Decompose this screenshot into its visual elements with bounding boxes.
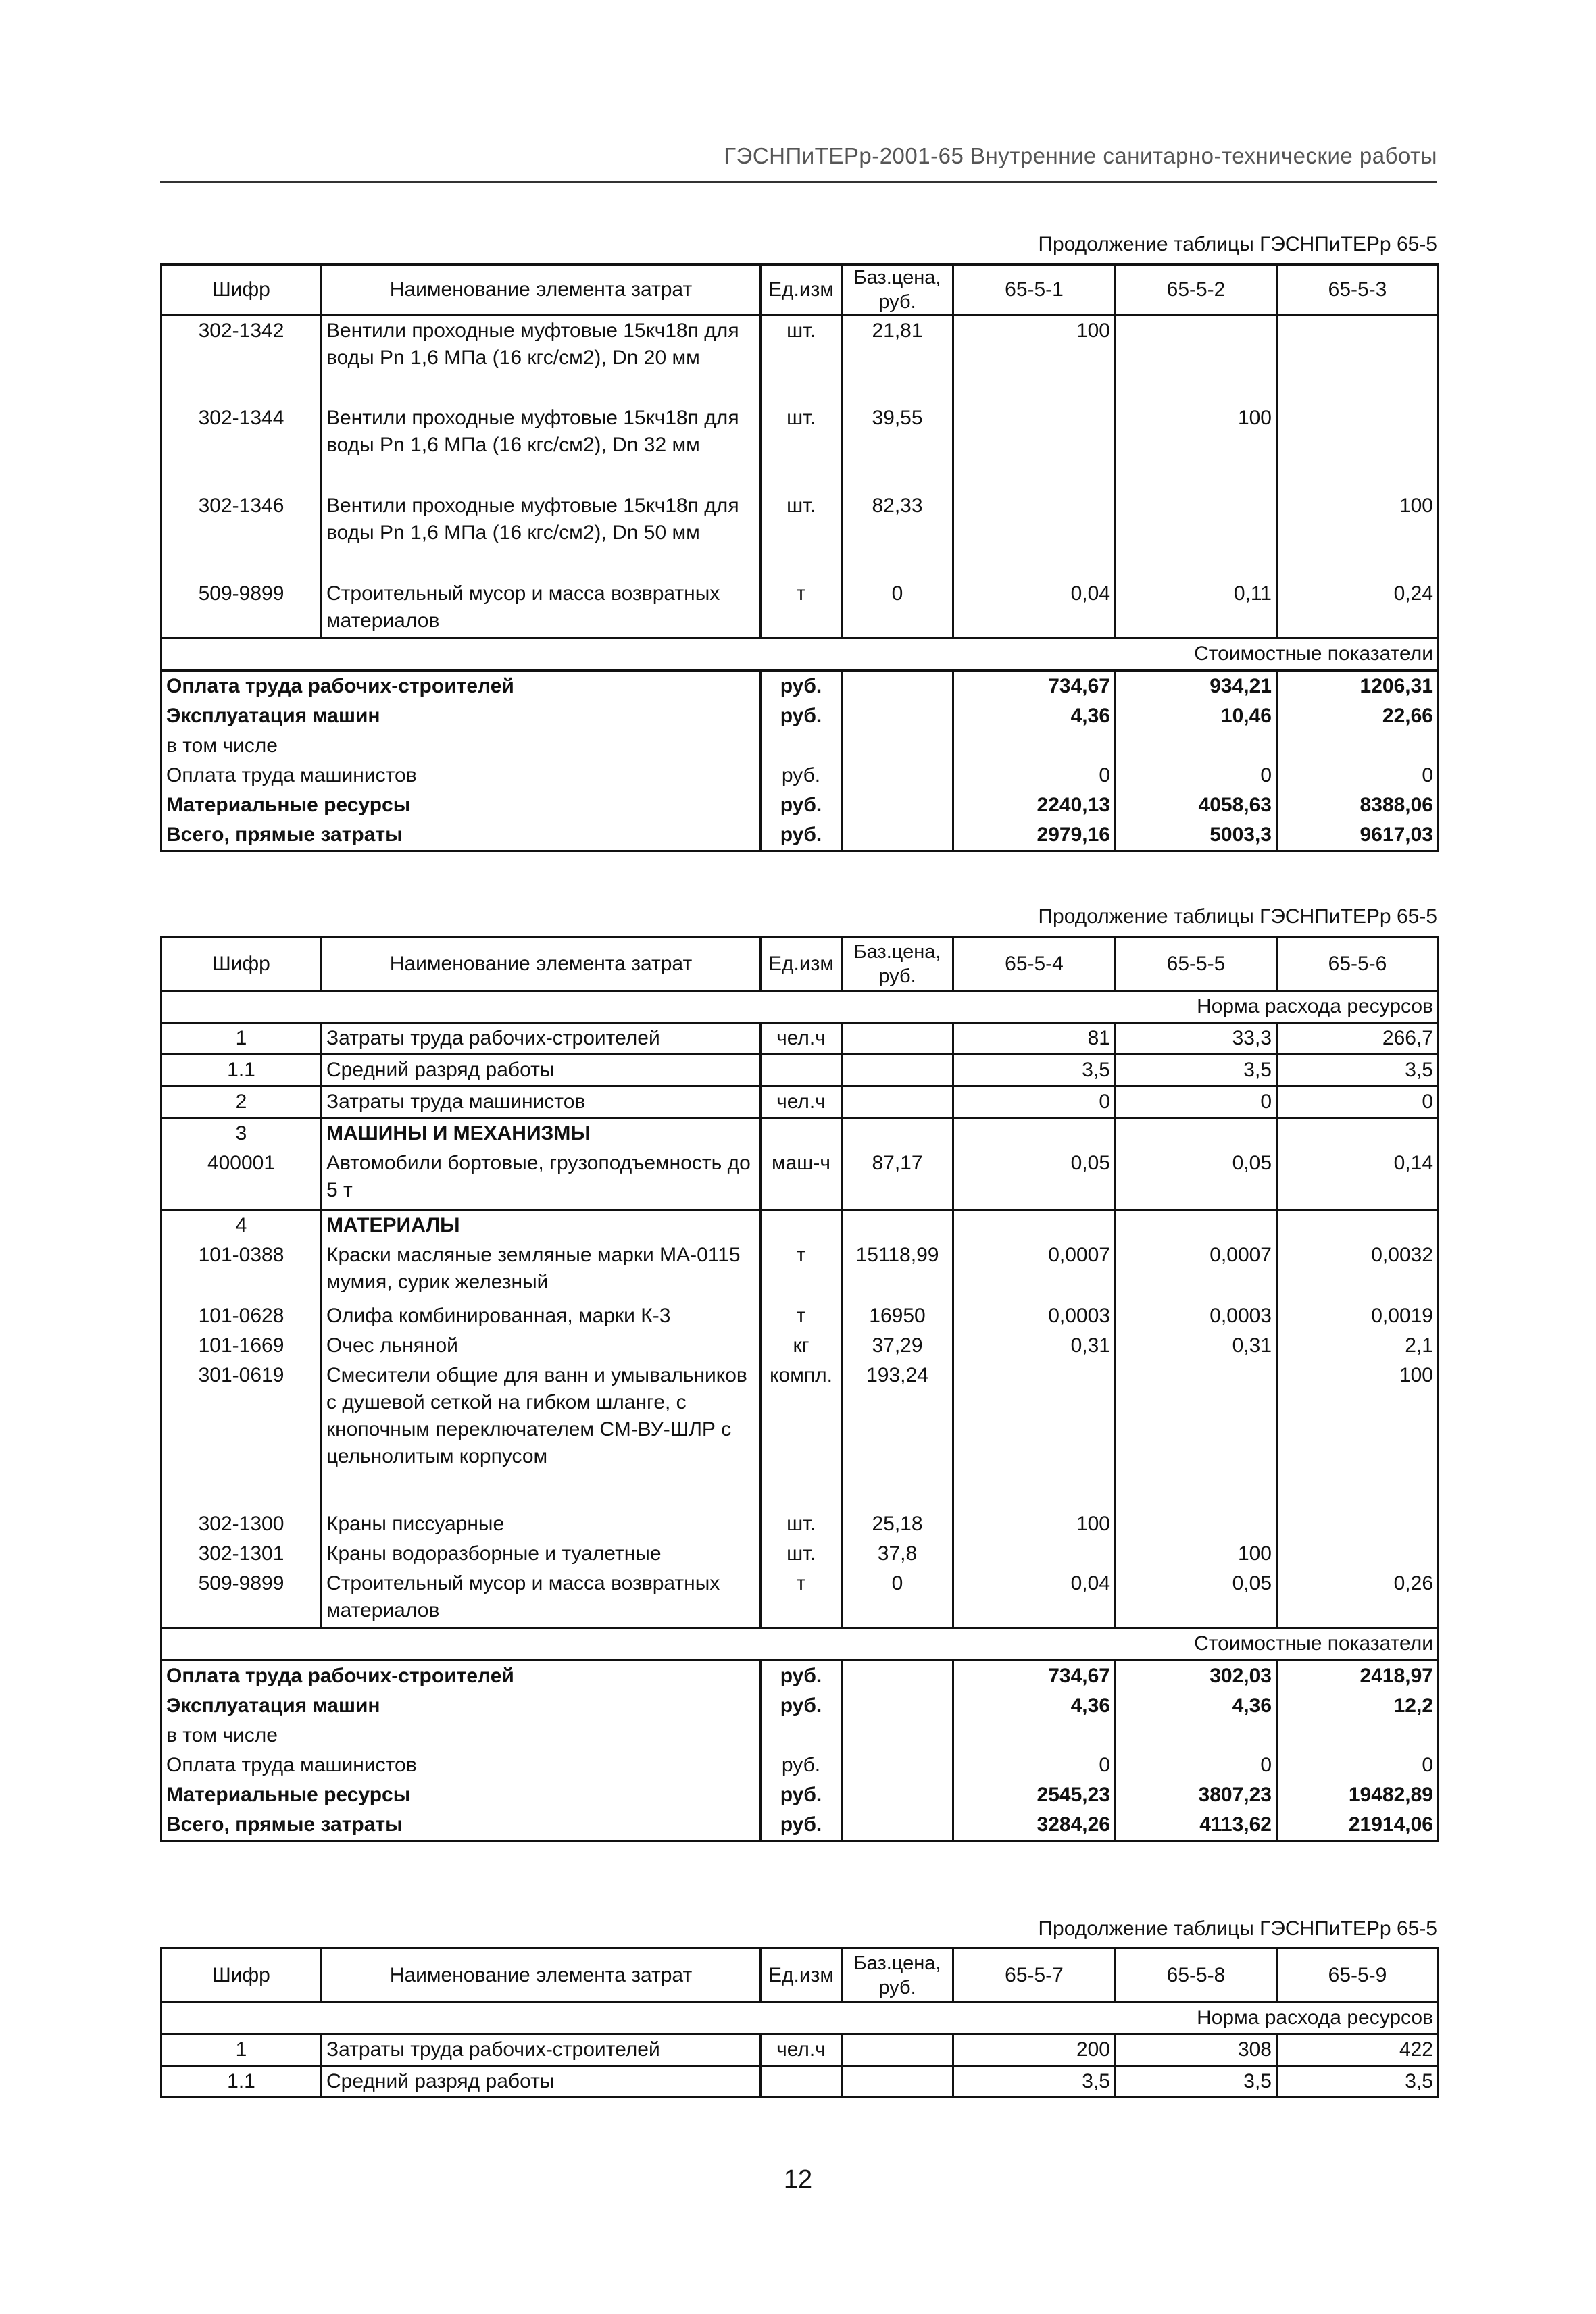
- cell-value-2: 0,0003: [1116, 1301, 1277, 1331]
- cell-unit: шт.: [761, 316, 842, 403]
- total-unit: руб.: [761, 670, 842, 701]
- cell-unit: чел.ч: [761, 1023, 842, 1055]
- cell-code: 4: [161, 1209, 322, 1240]
- cell-price: 82,33: [842, 491, 953, 579]
- total-value-2: 0: [1116, 1751, 1277, 1780]
- col-header-unit: Ед.изм: [761, 937, 842, 991]
- cell-value-2: 0: [1116, 1086, 1277, 1118]
- col-header-code: Шифр: [161, 1948, 322, 2003]
- cell-name: Краны водоразборные и туалетные: [322, 1539, 761, 1569]
- cell-value-1: 0,31: [953, 1331, 1116, 1361]
- cell-name: Затраты труда рабочих-строителей: [322, 1023, 761, 1055]
- cell-value-3: 0,0019: [1277, 1301, 1439, 1331]
- table-row: [161, 1539, 1439, 1569]
- total-value-3: 8388,06: [1277, 790, 1439, 820]
- total-value-1: 2979,16: [953, 820, 1116, 851]
- cell-name: Затраты труда машинистов: [322, 1086, 761, 1118]
- cell-name: Затраты труда рабочих-строителей: [322, 2034, 761, 2066]
- norms-table-3: [160, 1947, 1439, 2098]
- total-value-3: 1206,31: [1277, 670, 1439, 701]
- table-header-row: [161, 1948, 1439, 2003]
- cell-value-3: 0,14: [1277, 1149, 1439, 1209]
- col-header-code: Шифр: [161, 265, 322, 316]
- table-row: [161, 1023, 1439, 1055]
- total-row: [161, 670, 1439, 701]
- empty-cell: [842, 731, 953, 761]
- total-label: в том числе: [161, 731, 761, 761]
- total-label: Всего, прямые затраты: [161, 1810, 761, 1841]
- table-row: [161, 316, 1439, 403]
- empty-cell: [953, 1209, 1116, 1240]
- norms-table-1: [160, 263, 1439, 852]
- table-row: [161, 2034, 1439, 2066]
- total-label: Оплата труда машинистов: [161, 761, 761, 790]
- cell-value-3: 0,26: [1277, 1569, 1439, 1628]
- total-value-1: 734,67: [953, 670, 1116, 701]
- total-value-1: 4,36: [953, 701, 1116, 731]
- cell-price: 37,8: [842, 1539, 953, 1569]
- total-value-1: [953, 731, 1116, 761]
- cell-price: 0: [842, 1569, 953, 1628]
- total-unit: руб.: [761, 761, 842, 790]
- cell-value-1: 200: [953, 2034, 1116, 2066]
- norm-band-label: Норма расхода ресурсов: [161, 2003, 1439, 2034]
- cell-value-3: 266,7: [1277, 1023, 1439, 1055]
- total-row: [161, 790, 1439, 820]
- cell-name: Очес льняной: [322, 1331, 761, 1361]
- cell-value-3: 0,24: [1277, 579, 1439, 638]
- document-header: ГЭСНПиТЕРр-2001-65 Внутренние санитарно-технические работы: [724, 143, 1437, 168]
- total-value-3: 19482,89: [1277, 1780, 1439, 1810]
- cell-value-3: 100: [1277, 1361, 1439, 1509]
- continuation-label: Продолжение таблицы ГЭСНПиТЕРр 65-5: [1038, 233, 1437, 255]
- cell-code: 302-1301: [161, 1539, 322, 1569]
- cell-value-1: [953, 403, 1116, 491]
- cell-unit: [761, 1055, 842, 1086]
- cell-name: МАШИНЫ И МЕХАНИЗМЫ: [322, 1118, 761, 1149]
- empty-cell: [842, 1118, 953, 1149]
- table-row: [161, 1361, 1439, 1509]
- cell-unit: т: [761, 1240, 842, 1301]
- cell-price: [842, 2034, 953, 2066]
- total-value-3: 2418,97: [1277, 1660, 1439, 1691]
- empty-cell: [842, 701, 953, 731]
- cell-price: 37,29: [842, 1331, 953, 1361]
- cell-name: МАТЕРИАЛЫ: [322, 1209, 761, 1240]
- col-header-unit: Ед.изм: [761, 265, 842, 316]
- total-value-2: [1116, 1721, 1277, 1751]
- table-row: [161, 1055, 1439, 1086]
- cell-code: 1: [161, 2034, 322, 2066]
- cell-value-1: 81: [953, 1023, 1116, 1055]
- total-value-2: [1116, 731, 1277, 761]
- cell-code: 509-9899: [161, 1569, 322, 1628]
- cell-value-3: [1277, 1539, 1439, 1569]
- cell-unit: шт.: [761, 403, 842, 491]
- total-unit: руб.: [761, 1691, 842, 1721]
- total-value-2: 4,36: [1116, 1691, 1277, 1721]
- empty-cell: [842, 1780, 953, 1810]
- total-label: Всего, прямые затраты: [161, 820, 761, 851]
- cell-value-1: 0,0003: [953, 1301, 1116, 1331]
- empty-cell: [761, 1209, 842, 1240]
- cell-value-2: 0,05: [1116, 1569, 1277, 1628]
- total-row: [161, 820, 1439, 851]
- cell-unit: т: [761, 579, 842, 638]
- total-label: Материальные ресурсы: [161, 790, 761, 820]
- cell-value-2: 100: [1116, 403, 1277, 491]
- cell-name: Строительный мусор и масса возвратных материалов: [322, 1569, 761, 1628]
- norm-band-label: Норма расхода ресурсов: [161, 991, 1439, 1023]
- col-header-norm-1: 65-5-1: [953, 265, 1116, 316]
- total-value-1: 734,67: [953, 1660, 1116, 1691]
- cell-value-1: [953, 1361, 1116, 1509]
- empty-cell: [1116, 1209, 1277, 1240]
- total-row: [161, 1780, 1439, 1810]
- total-value-1: 3284,26: [953, 1810, 1116, 1841]
- cell-price: 16950: [842, 1301, 953, 1331]
- cell-code: 302-1342: [161, 316, 322, 403]
- total-value-1: 0: [953, 1751, 1116, 1780]
- section-row: [161, 1118, 1439, 1149]
- cell-value-1: 0,04: [953, 1569, 1116, 1628]
- cell-code: 2: [161, 1086, 322, 1118]
- cell-unit: чел.ч: [761, 1086, 842, 1118]
- cell-value-1: 0,0007: [953, 1240, 1116, 1301]
- cell-price: 39,55: [842, 403, 953, 491]
- cell-value-2: [1116, 316, 1277, 403]
- cell-code: 1: [161, 1023, 322, 1055]
- table-row: [161, 1149, 1439, 1209]
- empty-cell: [842, 1721, 953, 1751]
- cell-name: Средний разряд работы: [322, 1055, 761, 1086]
- cell-price: [842, 1055, 953, 1086]
- total-value-3: 0: [1277, 761, 1439, 790]
- empty-cell: [1277, 1118, 1439, 1149]
- cell-price: 0: [842, 579, 953, 638]
- cost-band-row: [161, 1628, 1439, 1661]
- continuation-label: Продолжение таблицы ГЭСНПиТЕРр 65-5: [1038, 905, 1437, 928]
- cell-value-3: 2,1: [1277, 1331, 1439, 1361]
- col-header-unit: Ед.изм: [761, 1948, 842, 2003]
- cell-value-3: [1277, 403, 1439, 491]
- total-value-3: [1277, 731, 1439, 761]
- cell-name: Вентили проходные муфтовые 15кч18п для воды Рn 1,6 МПа (16 кгс/см2), Dn 50 мм: [322, 491, 761, 579]
- cell-value-1: 0,05: [953, 1149, 1116, 1209]
- cell-name: Средний разряд работы: [322, 2066, 761, 2098]
- cell-code: 302-1346: [161, 491, 322, 579]
- cell-price: [842, 1023, 953, 1055]
- total-value-1: 2545,23: [953, 1780, 1116, 1810]
- total-value-2: 302,03: [1116, 1660, 1277, 1691]
- total-value-3: 9617,03: [1277, 820, 1439, 851]
- table-row: [161, 2066, 1439, 2098]
- cell-value-3: [1277, 316, 1439, 403]
- col-header-norm-1: 65-5-4: [953, 937, 1116, 991]
- empty-cell: [842, 1810, 953, 1841]
- continuation-label: Продолжение таблицы ГЭСНПиТЕРр 65-5: [1038, 1917, 1437, 1940]
- total-value-3: [1277, 1721, 1439, 1751]
- cell-code: 101-1669: [161, 1331, 322, 1361]
- cell-name: Автомобили бортовые, грузоподъемность до 5 т: [322, 1149, 761, 1209]
- empty-cell: [842, 820, 953, 851]
- col-header-code: Шифр: [161, 937, 322, 991]
- total-label: Эксплуатация машин: [161, 701, 761, 731]
- norms-table-2: [160, 936, 1439, 1842]
- cell-value-3: 100: [1277, 491, 1439, 579]
- cell-value-1: [953, 491, 1116, 579]
- total-unit: [761, 1721, 842, 1751]
- cell-code: 1.1: [161, 1055, 322, 1086]
- col-header-base-price: Баз.цена, руб.: [842, 1948, 953, 2003]
- total-value-3: 12,2: [1277, 1691, 1439, 1721]
- cell-name: Краны писсуарные: [322, 1509, 761, 1539]
- col-header-norm-3: 65-5-9: [1277, 1948, 1439, 2003]
- total-value-2: 10,46: [1116, 701, 1277, 731]
- col-header-norm-2: 65-5-2: [1116, 265, 1277, 316]
- total-value-1: [953, 1721, 1116, 1751]
- norm-band-row: [161, 991, 1439, 1023]
- cell-unit: т: [761, 1569, 842, 1628]
- cell-value-2: 3,5: [1116, 1055, 1277, 1086]
- cell-value-3: 0,0032: [1277, 1240, 1439, 1301]
- col-header-norm-3: 65-5-6: [1277, 937, 1439, 991]
- table-row: [161, 1331, 1439, 1361]
- cell-value-1: [953, 1539, 1116, 1569]
- total-label: Материальные ресурсы: [161, 1780, 761, 1810]
- col-header-name: Наименование элемента затрат: [322, 265, 761, 316]
- cell-unit: [761, 2066, 842, 2098]
- table-row: [161, 403, 1439, 491]
- cell-name: Олифа комбинированная, марки К-3: [322, 1301, 761, 1331]
- cell-value-3: 0: [1277, 1086, 1439, 1118]
- cell-unit: чел.ч: [761, 2034, 842, 2066]
- total-unit: руб.: [761, 1810, 842, 1841]
- table-row: [161, 1240, 1439, 1301]
- col-header-name: Наименование элемента затрат: [322, 937, 761, 991]
- cell-unit: т: [761, 1301, 842, 1331]
- total-value-3: 22,66: [1277, 701, 1439, 731]
- total-value-1: 0: [953, 761, 1116, 790]
- cell-unit: шт.: [761, 1509, 842, 1539]
- cell-value-1: 3,5: [953, 2066, 1116, 2098]
- empty-cell: [842, 1751, 953, 1780]
- table-row: [161, 1086, 1439, 1118]
- empty-cell: [1116, 1118, 1277, 1149]
- cell-value-3: 3,5: [1277, 2066, 1439, 2098]
- cell-code: 302-1300: [161, 1509, 322, 1539]
- cell-unit: шт.: [761, 491, 842, 579]
- total-row: [161, 1810, 1439, 1841]
- cell-unit: компл.: [761, 1361, 842, 1509]
- cell-name: Вентили проходные муфтовые 15кч18п для воды Рn 1,6 МПа (16 кгс/см2), Dn 20 мм: [322, 316, 761, 403]
- cell-value-2: [1116, 1509, 1277, 1539]
- cell-value-2: 0,11: [1116, 579, 1277, 638]
- cell-value-1: 0: [953, 1086, 1116, 1118]
- cell-price: 21,81: [842, 316, 953, 403]
- total-label: Оплата труда машинистов: [161, 1751, 761, 1780]
- total-value-2: 5003,3: [1116, 820, 1277, 851]
- total-value-3: 21914,06: [1277, 1810, 1439, 1841]
- cell-code: 400001: [161, 1149, 322, 1209]
- cell-value-1: 3,5: [953, 1055, 1116, 1086]
- total-unit: руб.: [761, 820, 842, 851]
- cell-name: Краски масляные земляные марки МА-0115 мумия, сурик железный: [322, 1240, 761, 1301]
- total-value-1: 2240,13: [953, 790, 1116, 820]
- cell-code: 101-0388: [161, 1240, 322, 1301]
- cell-code: 302-1344: [161, 403, 322, 491]
- col-header-norm-2: 65-5-5: [1116, 937, 1277, 991]
- table-row: [161, 579, 1439, 638]
- total-value-2: 0: [1116, 761, 1277, 790]
- table-row: [161, 491, 1439, 579]
- total-row: [161, 731, 1439, 761]
- col-header-base-price: Баз.цена, руб.: [842, 937, 953, 991]
- total-value-3: 0: [1277, 1751, 1439, 1780]
- section-row: [161, 1209, 1439, 1240]
- total-value-2: 4113,62: [1116, 1810, 1277, 1841]
- cell-unit: кг: [761, 1331, 842, 1361]
- total-unit: руб.: [761, 790, 842, 820]
- total-unit: руб.: [761, 1751, 842, 1780]
- total-value-2: 4058,63: [1116, 790, 1277, 820]
- empty-cell: [1277, 1209, 1439, 1240]
- empty-cell: [842, 1691, 953, 1721]
- cell-value-2: 100: [1116, 1539, 1277, 1569]
- cell-value-3: [1277, 1509, 1439, 1539]
- total-unit: руб.: [761, 1660, 842, 1691]
- cell-code: 101-0628: [161, 1301, 322, 1331]
- cell-value-1: 100: [953, 316, 1116, 403]
- total-label: Эксплуатация машин: [161, 1691, 761, 1721]
- cell-value-2: 0,0007: [1116, 1240, 1277, 1301]
- empty-cell: [842, 761, 953, 790]
- total-unit: [761, 731, 842, 761]
- cell-name: Вентили проходные муфтовые 15кч18п для воды Рn 1,6 МПа (16 кгс/см2), Dn 32 мм: [322, 403, 761, 491]
- cell-price: [842, 1086, 953, 1118]
- cell-name: Смесители общие для ванн и умывальников с душевой сеткой на гибком шланге, с кнопочным переключателем СМ-ВУ-ШЛР с цельнолитым корпусом: [322, 1361, 761, 1509]
- cell-value-1: 100: [953, 1509, 1116, 1539]
- empty-cell: [842, 790, 953, 820]
- norm-band-row: [161, 2003, 1439, 2034]
- table-row: [161, 1569, 1439, 1628]
- cell-value-2: 33,3: [1116, 1023, 1277, 1055]
- cell-code: 509-9899: [161, 579, 322, 638]
- total-unit: руб.: [761, 1780, 842, 1810]
- total-row: [161, 1721, 1439, 1751]
- cell-value-2: 3,5: [1116, 2066, 1277, 2098]
- cell-code: 301-0619: [161, 1361, 322, 1509]
- cell-unit: шт.: [761, 1539, 842, 1569]
- cell-name: Строительный мусор и масса возвратных материалов: [322, 579, 761, 638]
- cost-band-label: Стоимостные показатели: [161, 638, 1439, 671]
- cell-code: 1.1: [161, 2066, 322, 2098]
- page-number: 12: [783, 2165, 813, 2194]
- total-label: в том числе: [161, 1721, 761, 1751]
- total-row: [161, 1660, 1439, 1691]
- cell-value-2: [1116, 491, 1277, 579]
- table-header-row: [161, 265, 1439, 316]
- cell-price: 193,24: [842, 1361, 953, 1509]
- empty-cell: [953, 1118, 1116, 1149]
- total-row: [161, 701, 1439, 731]
- cell-price: [842, 2066, 953, 2098]
- total-row: [161, 1691, 1439, 1721]
- table-row: [161, 1509, 1439, 1539]
- total-unit: руб.: [761, 701, 842, 731]
- cell-unit: маш-ч: [761, 1149, 842, 1209]
- empty-cell: [761, 1118, 842, 1149]
- table-row: [161, 1301, 1439, 1331]
- table-header-row: [161, 937, 1439, 991]
- cell-value-3: 3,5: [1277, 1055, 1439, 1086]
- cell-value-2: 0,31: [1116, 1331, 1277, 1361]
- total-row: [161, 761, 1439, 790]
- cost-band-label: Стоимостные показатели: [161, 1628, 1439, 1661]
- total-row: [161, 1751, 1439, 1780]
- empty-cell: [842, 670, 953, 701]
- col-header-norm-2: 65-5-8: [1116, 1948, 1277, 2003]
- header-rule: [160, 181, 1437, 183]
- cell-value-3: 422: [1277, 2034, 1439, 2066]
- total-label: Оплата труда рабочих-строителей: [161, 1660, 761, 1691]
- col-header-norm-1: 65-5-7: [953, 1948, 1116, 2003]
- cost-band-row: [161, 638, 1439, 671]
- cell-value-1: 0,04: [953, 579, 1116, 638]
- col-header-name: Наименование элемента затрат: [322, 1948, 761, 2003]
- cell-price: 87,17: [842, 1149, 953, 1209]
- total-value-1: 4,36: [953, 1691, 1116, 1721]
- col-header-base-price: Баз.цена, руб.: [842, 265, 953, 316]
- cell-code: 3: [161, 1118, 322, 1149]
- cell-value-2: [1116, 1361, 1277, 1509]
- col-header-norm-3: 65-5-3: [1277, 265, 1439, 316]
- cell-price: 25,18: [842, 1509, 953, 1539]
- empty-cell: [842, 1209, 953, 1240]
- empty-cell: [842, 1660, 953, 1691]
- cell-price: 15118,99: [842, 1240, 953, 1301]
- total-label: Оплата труда рабочих-строителей: [161, 670, 761, 701]
- cell-value-2: 0,05: [1116, 1149, 1277, 1209]
- total-value-2: 934,21: [1116, 670, 1277, 701]
- cell-value-2: 308: [1116, 2034, 1277, 2066]
- total-value-2: 3807,23: [1116, 1780, 1277, 1810]
